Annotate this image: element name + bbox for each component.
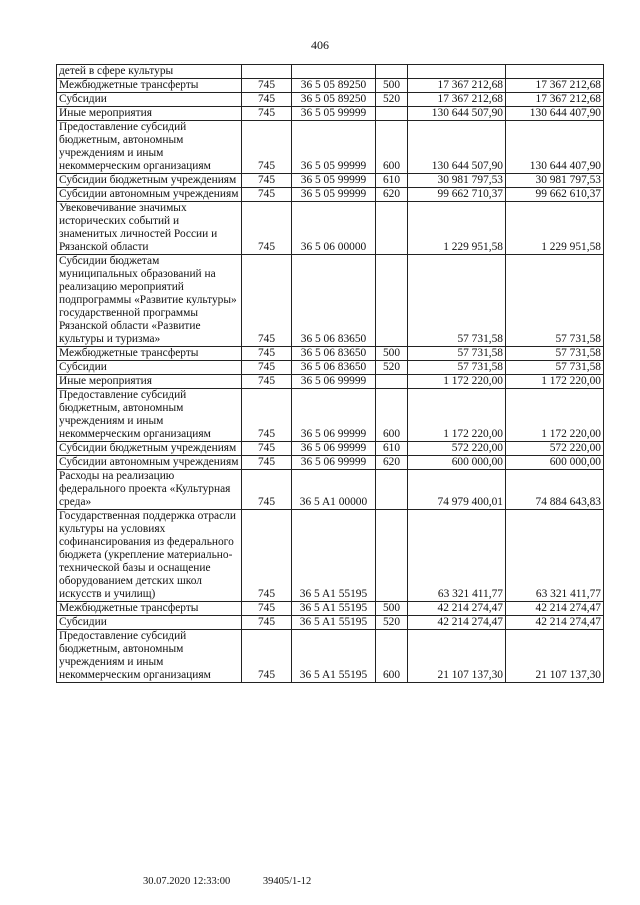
row-name: Межбюджетные трансферты <box>57 602 242 616</box>
row-sum-2: 99 662 610,37 <box>506 188 604 202</box>
row-vr-code <box>376 375 408 389</box>
row-ved: 745 <box>242 93 292 107</box>
table-row <box>57 107 604 121</box>
row-vr-code: 500 <box>376 347 408 361</box>
row-sum-2: 600 000,00 <box>506 456 604 470</box>
row-target-code: 36 5 A1 00000 <box>292 470 376 510</box>
row-vr-code <box>376 65 408 79</box>
row-sum-2: 130 644 407,90 <box>506 121 604 174</box>
row-ved: 745 <box>242 375 292 389</box>
row-ved: 745 <box>242 79 292 93</box>
row-vr-code: 610 <box>376 174 408 188</box>
row-ved: 745 <box>242 470 292 510</box>
table-row <box>57 79 604 93</box>
row-name: Предоставление субсидий бюджетным, автономным учреждениям и иным некоммерческим организациям <box>57 630 242 683</box>
row-name: Субсидии бюджетным учреждениям <box>57 442 242 456</box>
row-sum-1: 42 214 274,47 <box>408 616 506 630</box>
budget-table <box>56 64 604 683</box>
row-sum-1: 1 172 220,00 <box>408 375 506 389</box>
table-row <box>57 616 604 630</box>
budget-table-body <box>57 65 604 683</box>
row-sum-1: 57 731,58 <box>408 347 506 361</box>
row-vr-code <box>376 470 408 510</box>
row-target-code: 36 5 06 99999 <box>292 389 376 442</box>
row-name: Увековечивание значимых исторических событий и знаменитых личностей России и Рязанской области <box>57 202 242 255</box>
table-row <box>57 121 604 174</box>
row-ved: 745 <box>242 510 292 602</box>
row-vr-code <box>376 255 408 347</box>
row-sum-1: 130 644 507,90 <box>408 107 506 121</box>
footer-timestamp: 30.07.2020 12:33:00 <box>143 876 231 887</box>
row-target-code: 36 5 06 83650 <box>292 255 376 347</box>
row-sum-1: 74 979 400,01 <box>408 470 506 510</box>
row-name: Субсидии автономным учреждениям <box>57 456 242 470</box>
row-sum-1: 63 321 411,77 <box>408 510 506 602</box>
row-sum-2: 42 214 274,47 <box>506 616 604 630</box>
row-sum-2: 572 220,00 <box>506 442 604 456</box>
row-ved: 745 <box>242 347 292 361</box>
row-target-code: 36 5 A1 55195 <box>292 616 376 630</box>
row-sum-2: 21 107 137,30 <box>506 630 604 683</box>
row-sum-2: 17 367 212,68 <box>506 93 604 107</box>
row-vr-code: 600 <box>376 121 408 174</box>
row-name: Государственная поддержка отрасли культуры на условиях софинансирования из федерального бюджета (укрепление материально-технической базы и оснащение оборудованием детских школ искусств и училищ) <box>57 510 242 602</box>
row-ved: 745 <box>242 188 292 202</box>
row-sum-1: 1 229 951,58 <box>408 202 506 255</box>
row-sum-2: 42 214 274,47 <box>506 602 604 616</box>
row-sum-2 <box>506 65 604 79</box>
row-target-code <box>292 65 376 79</box>
row-target-code: 36 5 A1 55195 <box>292 630 376 683</box>
table-row <box>57 470 604 510</box>
row-vr-code: 520 <box>376 361 408 375</box>
row-name: Субсидии <box>57 93 242 107</box>
row-target-code: 36 5 05 99999 <box>292 121 376 174</box>
row-ved: 745 <box>242 389 292 442</box>
row-vr-code <box>376 107 408 121</box>
row-name: Межбюджетные трансферты <box>57 79 242 93</box>
row-ved: 745 <box>242 174 292 188</box>
table-row <box>57 202 604 255</box>
row-ved: 745 <box>242 107 292 121</box>
row-target-code: 36 5 05 99999 <box>292 107 376 121</box>
row-name: Межбюджетные трансферты <box>57 347 242 361</box>
row-sum-1: 572 220,00 <box>408 442 506 456</box>
row-vr-code: 500 <box>376 79 408 93</box>
row-vr-code: 620 <box>376 188 408 202</box>
row-target-code: 36 5 06 99999 <box>292 375 376 389</box>
row-name: Предоставление субсидий бюджетным, автономным учреждениям и иным некоммерческим организациям <box>57 121 242 174</box>
table-row <box>57 442 604 456</box>
row-sum-2: 30 981 797,53 <box>506 174 604 188</box>
row-sum-2: 74 884 643,83 <box>506 470 604 510</box>
table-row <box>57 255 604 347</box>
row-sum-1: 99 662 710,37 <box>408 188 506 202</box>
table-row <box>57 65 604 79</box>
table-row <box>57 188 604 202</box>
row-sum-2: 1 172 220,00 <box>506 375 604 389</box>
row-target-code: 36 5 06 83650 <box>292 361 376 375</box>
row-sum-2: 130 644 407,90 <box>506 107 604 121</box>
row-name: Иные мероприятия <box>57 375 242 389</box>
row-ved: 745 <box>242 630 292 683</box>
row-sum-1: 57 731,58 <box>408 361 506 375</box>
row-sum-2: 1 229 951,58 <box>506 202 604 255</box>
row-target-code: 36 5 05 89250 <box>292 93 376 107</box>
row-vr-code <box>376 510 408 602</box>
row-name: Расходы на реализацию федерального проекта «Культурная среда» <box>57 470 242 510</box>
row-vr-code: 520 <box>376 93 408 107</box>
row-vr-code <box>376 202 408 255</box>
row-vr-code: 600 <box>376 630 408 683</box>
row-sum-1: 130 644 507,90 <box>408 121 506 174</box>
row-target-code: 36 5 06 00000 <box>292 202 376 255</box>
row-vr-code: 520 <box>376 616 408 630</box>
footer <box>143 876 341 887</box>
row-sum-1 <box>408 65 506 79</box>
row-target-code: 36 5 05 99999 <box>292 188 376 202</box>
row-sum-2: 1 172 220,00 <box>506 389 604 442</box>
row-vr-code: 500 <box>376 602 408 616</box>
row-sum-1: 1 172 220,00 <box>408 389 506 442</box>
row-ved: 745 <box>242 361 292 375</box>
row-sum-1: 21 107 137,30 <box>408 630 506 683</box>
row-name: Субсидии <box>57 616 242 630</box>
table-row <box>57 375 604 389</box>
row-ved <box>242 65 292 79</box>
row-sum-2: 63 321 411,77 <box>506 510 604 602</box>
row-target-code: 36 5 05 99999 <box>292 174 376 188</box>
row-target-code: 36 5 A1 55195 <box>292 510 376 602</box>
table-row <box>57 93 604 107</box>
row-ved: 745 <box>242 616 292 630</box>
row-sum-2: 57 731,58 <box>506 361 604 375</box>
row-sum-1: 600 000,00 <box>408 456 506 470</box>
footer-doc-id: 39405/1-12 <box>262 876 312 887</box>
row-vr-code: 610 <box>376 442 408 456</box>
row-vr-code: 620 <box>376 456 408 470</box>
table-row <box>57 389 604 442</box>
row-ved: 745 <box>242 456 292 470</box>
row-target-code: 36 5 06 83650 <box>292 347 376 361</box>
row-sum-1: 57 731,58 <box>408 255 506 347</box>
row-ved: 745 <box>242 442 292 456</box>
row-vr-code: 600 <box>376 389 408 442</box>
row-target-code: 36 5 06 99999 <box>292 442 376 456</box>
row-sum-2: 57 731,58 <box>506 347 604 361</box>
row-name: Субсидии бюджетным учреждениям <box>57 174 242 188</box>
row-sum-2: 17 367 212,68 <box>506 79 604 93</box>
table-row <box>57 347 604 361</box>
table-row <box>57 361 604 375</box>
row-ved: 745 <box>242 202 292 255</box>
row-ved: 745 <box>242 121 292 174</box>
row-name: Иные мероприятия <box>57 107 242 121</box>
row-name: Субсидии <box>57 361 242 375</box>
row-sum-1: 42 214 274,47 <box>408 602 506 616</box>
row-target-code: 36 5 06 99999 <box>292 456 376 470</box>
table-row <box>57 602 604 616</box>
row-ved: 745 <box>242 602 292 616</box>
table-row <box>57 456 604 470</box>
page-number: 406 <box>311 38 329 52</box>
row-name: Предоставление субсидий бюджетным, автономным учреждениям и иным некоммерческим организациям <box>57 389 242 442</box>
table-row <box>57 510 604 602</box>
table-row <box>57 174 604 188</box>
row-name: Субсидии автономным учреждениям <box>57 188 242 202</box>
row-sum-1: 17 367 212,68 <box>408 79 506 93</box>
row-name: детей в сфере культуры <box>57 65 242 79</box>
row-sum-2: 57 731,58 <box>506 255 604 347</box>
row-target-code: 36 5 A1 55195 <box>292 602 376 616</box>
row-target-code: 36 5 05 89250 <box>292 79 376 93</box>
table-row <box>57 630 604 683</box>
row-name: Субсидии бюджетам муниципальных образований на реализацию мероприятий подпрограммы «Развитие культуры» государственной программы Рязанской области «Развитие культуры и туризма» <box>57 255 242 347</box>
row-ved: 745 <box>242 255 292 347</box>
row-sum-1: 17 367 212,68 <box>408 93 506 107</box>
row-sum-1: 30 981 797,53 <box>408 174 506 188</box>
